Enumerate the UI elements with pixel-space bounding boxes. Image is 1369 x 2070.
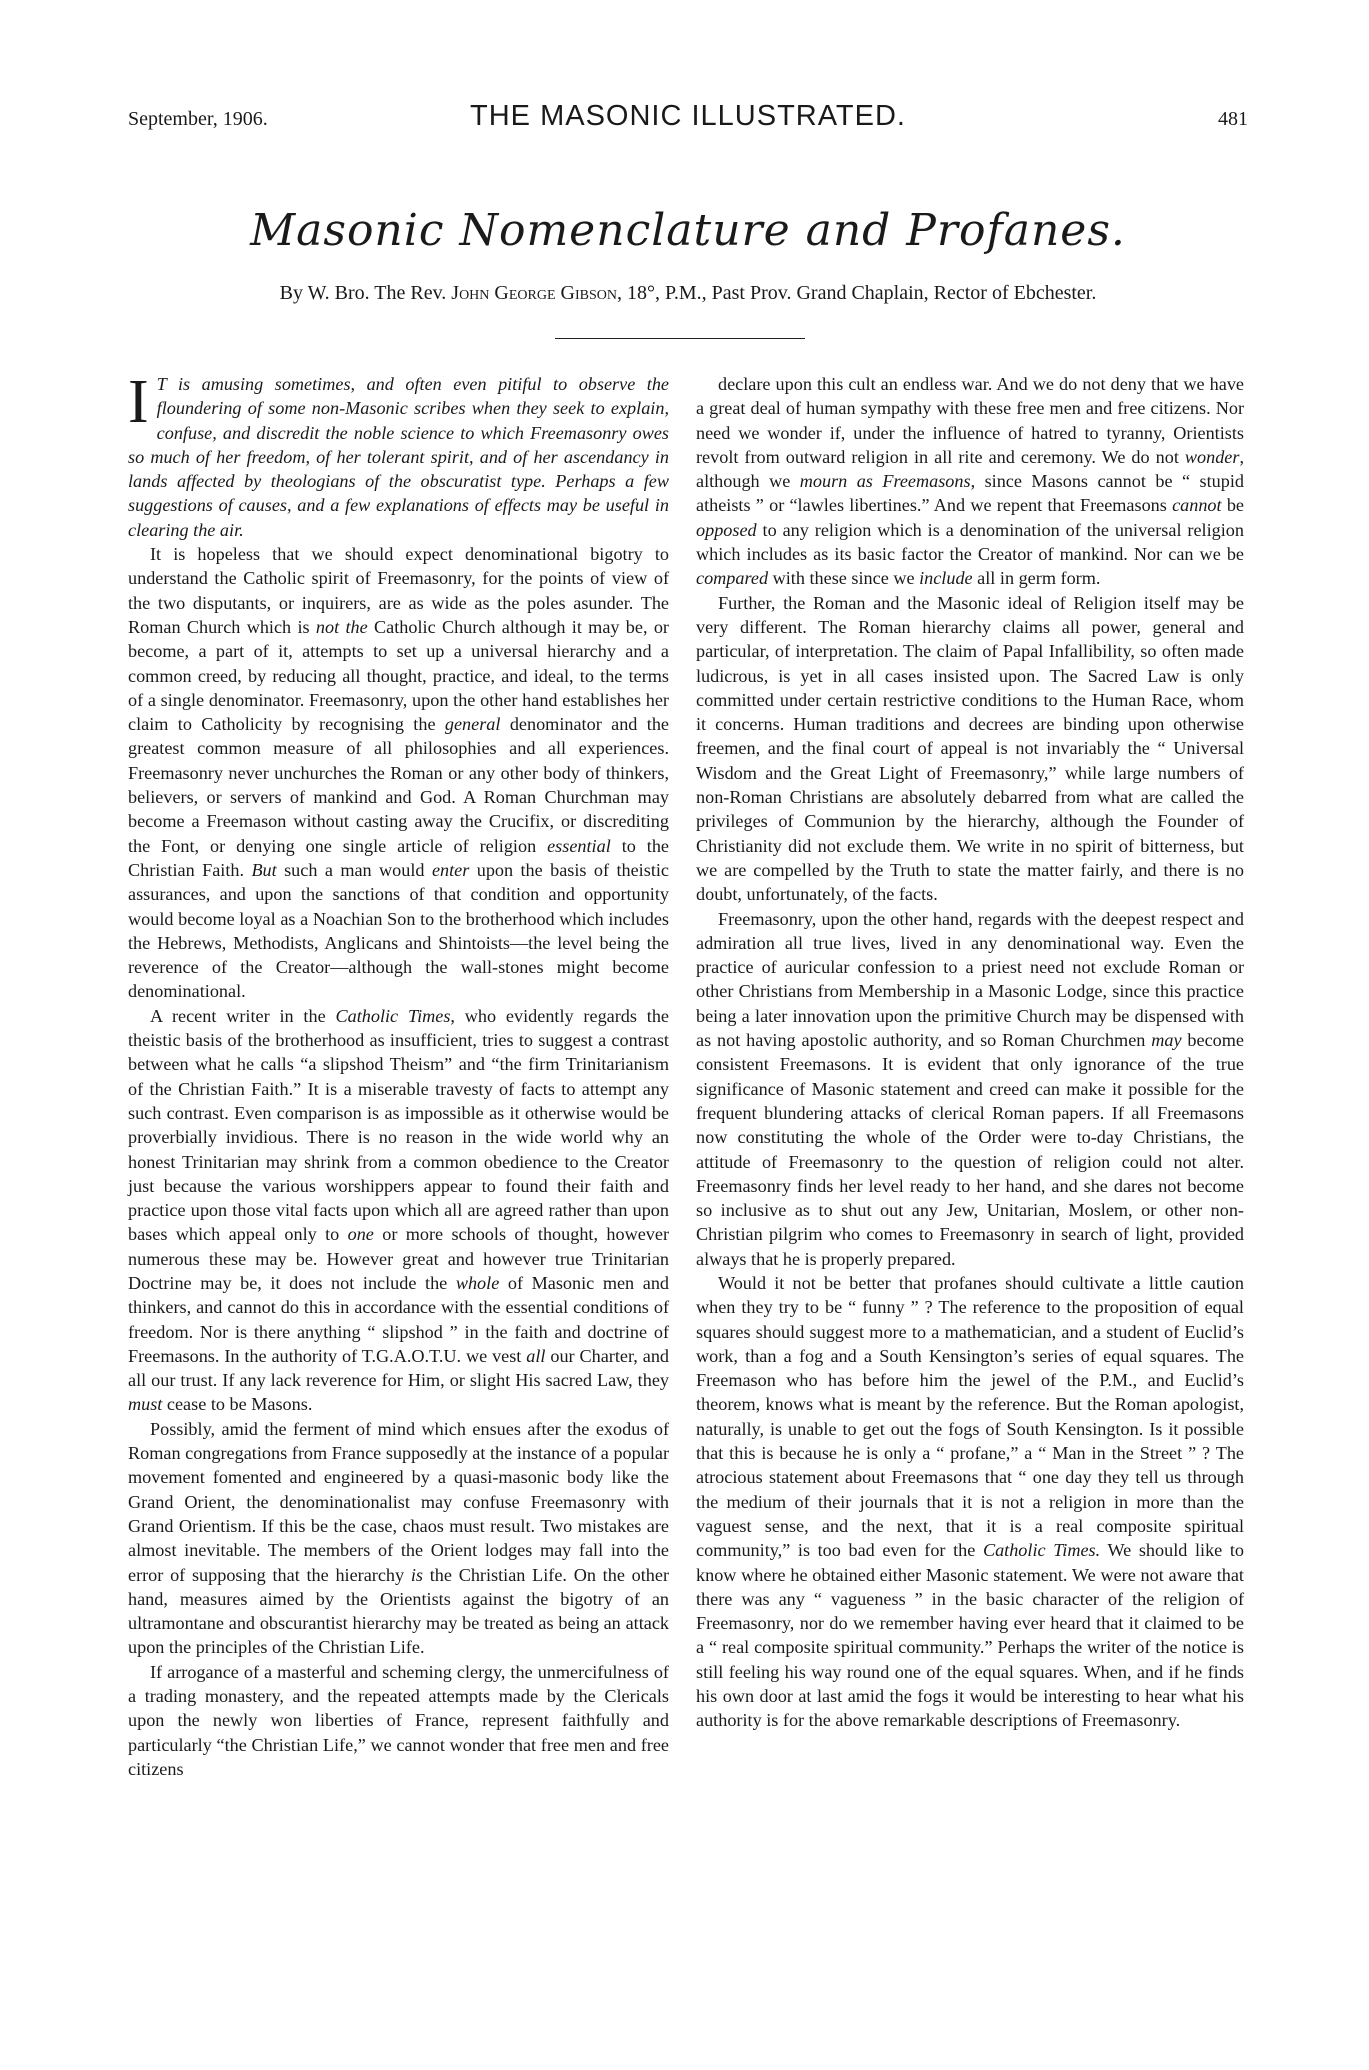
paragraph <box>128 1417 669 1660</box>
body-text: It is hopeless that we should expect denominational bigotry to understand the Catholic spirit of Freemasonry, for the points of view of the two disputants, or inquirers, are as wide as the poles asunder. The Roman Church which is <box>128 544 669 637</box>
author-name: John George Gibson <box>451 282 617 304</box>
body-text: to any religion which is a denomination of the universal religion which includes as its basic factor the Creator of mankind. Nor can we be <box>696 519 1244 565</box>
byline-prefix: By W. Bro. The Rev. <box>279 282 447 304</box>
right-column <box>696 372 1244 1733</box>
italic-text: not the <box>315 616 368 637</box>
body-text: Freemasonry, upon the other hand, regards with the deepest respect and admiration all true lives, lived in any denominational way. Even the practice of auricular confession to a priest need not exclude Roman or other Christians from Membership in a Masonic Lodge, since this practice being a later innovation upon the primitive Church may be dispensed with as not having apostolic authority, and so Roman Churchmen <box>696 908 1244 1051</box>
body-text: declare upon this cult an endless war. And we do not deny that we have a great deal of human sympathy with these free men and free citizens. Nor need we wonder if, under the influence of hatred to tyranny, Orientists revolt from outward religion in all rite and ceremony. We do not <box>696 374 1244 467</box>
body-text: of Masonic men and thinkers, and cannot do this in accordance with the essential conditions of freedom. Nor is there anything “ slipshod ” in the faith and doctrine of Freemasons. In the authority of T.G.A.O.T.U. we vest <box>128 1272 670 1366</box>
body-text: If arrogance of a masterful and scheming clergy, the unmercifulness of a trading monastery, and the repeated attempts made by the Clericals upon the newly won liberties of France, represent faithfully and particularly “the Christian Life,” we cannot wonder that free men and free citizens <box>128 1661 669 1779</box>
italic-text: Catholic Times <box>335 1005 451 1026</box>
paragraph <box>696 907 1244 1271</box>
italic-text: Catholic Times. <box>982 1540 1101 1561</box>
body-text: be <box>1221 495 1244 516</box>
body-text: Further, the Roman and the Masonic ideal of Religion itself may be very different. The Roman hierarchy claims all power, general and particular, of interpretation. The claim of Papal Infallibility, so often made ludicrous, is yet in all cases insisted upon. The Sacred Law is only committed under certain restrictive conditions to the Human Race, whom it concerns. Human traditions and decrees are binding upon otherwise freemen, and the final court of appeal is not invariably the “ Universal Wisdom and the Great Light of Freemasonry,” while large numbers of non-Roman Christians are absolutely debarred from what are called the privileges of Communion by the hierarchy, although the Founder of Christianity did not exclude them. We write in no spirit of bitterness, but we are compelled by the Truth to state the matter fairly, and there is no doubt, unfortunately, of the facts. <box>696 592 1244 905</box>
paragraph <box>696 372 1244 591</box>
body-text: the Christian Life. On the other hand, measures aimed by the Orientists against the bigotry of an ultramontane and obscurantist hierarchy may be treated as being an attack upon the principles of the Christian Life. <box>128 1564 669 1658</box>
italic-text: must <box>128 1394 163 1415</box>
body-text: our Charter, and all our trust. If any lack reverence for Him, or slight His sacred Law, they <box>128 1345 670 1391</box>
paragraph <box>128 368 669 542</box>
running-head <box>128 100 1248 140</box>
italic-text: enter <box>431 859 470 880</box>
page-number: 481 <box>1218 108 1248 130</box>
italic-text: essential <box>547 835 611 856</box>
paragraph <box>696 1271 1244 1733</box>
italic-text: whole <box>455 1272 500 1293</box>
paragraph <box>128 1660 669 1781</box>
left-column <box>128 368 670 1781</box>
italic-text: all <box>526 1345 546 1366</box>
paragraph <box>696 591 1244 907</box>
body-text: become consistent Freemasons. It is evident that only ignorance of the true significance of Masonic statement and creed can make it possible for the frequent blundering attacks of clerical Roman papers. If all Freemasons now constituting the whole of the Order were to-day Christians, the attitude of Freemasonry to the question of religion could not alter. Freemasonry finds her level ready to her hand, and she dares not become so inclusive as to shut out any Jew, Unitarian, Moslem, or other non-Christian pilgrim who comes to Freemasonry in search of light, provided always that he is properly prepared. <box>696 1030 1244 1269</box>
italic-text: compared <box>696 568 769 589</box>
body-text: to the Christian Faith. <box>128 835 669 880</box>
italic-text: T is amusing sometimes, and often even pitiful to observe the floundering of some non-Masonic scribes when they seek to explain, confuse, and discredit the noble science to which Freemasonry owes so much of her freedom, of her tolerant spirit, and of her ascendancy in lands affected by theologians of the obscuratist type. Perhaps a few suggestions of causes, and a few explanations of effects may be useful in clearing the air. <box>128 374 669 540</box>
body-text: upon the basis of theistic assurances, and upon the sanctions of that condition and opportunity would become loyal as a Noachian Son to the brotherhood which includes the Hebrews, Methodists, Anglicans and Shintoists—the level being the reverence of the Creator—although the wall-stones might become denominational. <box>128 859 669 1002</box>
body-text: We should like to know where he obtained either Masonic statement. We were not aware that there was any “ vagueness ” in the basic character of the religion of Freemasonry, nor do we remember having ever heard that it claimed to be a “ real composite spiritual community.” Perhaps the writer of the notice is still feeling his way round one of the equal squares. When, and if he finds his own door at last amid the fogs it would be interesting to hear what his authority is for the above remarkable descriptions of Freemasonry. <box>696 1540 1244 1731</box>
body-text: Would it not be better that profanes should cultivate a little caution when they try to be “ funny ” ? The reference to the proposition of equal squares should suggest more to a mathematician, and a student of Euclid’s work, than a fog and a South Kensington’s series of equal squares. The Freemason who has before him the jewel of the P.M., and Euclid’s theorem, knows what is meant by the reference. But the Roman apologist, naturally, is unable to get out the fogs of South Kensington. Is it possible that this is because he is only a “ profane,” a “ Man in the Street ” ? The atrocious statement about Freemasons that “ one day they tell us through the medium of their journals that it is not a religion in more than the vaguest sense, and the next, that it is a real composite spiritual community,” is too bad even for the <box>696 1272 1244 1561</box>
paragraph <box>128 542 669 1004</box>
publication-title: THE MASONIC ILLUSTRATED. <box>470 100 906 132</box>
italic-text: But <box>251 859 277 880</box>
article-title: Masonic Nomenclature and Profanes. <box>250 205 1126 256</box>
issue-date: September, 1906. <box>128 108 268 130</box>
body-text: , since Masons cannot be “ stupid atheists ” or “lawles libertines.” And we repent that Freemasons <box>696 471 1244 516</box>
body-text: cease to be Masons. <box>162 1394 313 1415</box>
body-text: , who evidently regards the theistic basis of the brotherhood as insufficient, tries to suggest a contrast between what he calls “a slipshod Theism” and “the firm Trinitarianism of the Christian Faith.” It is a miserable travesty of facts to attempt any such contrast. Even comparison is as impossible as it otherwise would be proverbially invidious. There is no reason in the wide world why an honest Trinitarian may shrink from a common obedience to the Creator just because the various worshippers appear to found their faith and practice upon those vital facts upon which all are agreed rather than upon bases which appeal only to <box>128 1005 670 1245</box>
title-rule <box>555 338 805 339</box>
italic-text: cannot <box>1172 495 1222 516</box>
italic-text: one <box>347 1224 374 1245</box>
italic-text: general <box>444 714 501 735</box>
italic-text: include <box>919 568 973 589</box>
body-text: Catholic Church although it may be, or become, a part of it, attempts to set up a universal hierarchy and a common creed, by reducing all thought, practice, and ideal, to the terms of a single denominator. Freemasonry, upon the other hand establishes her claim to Catholicity by recognising the <box>128 616 669 735</box>
paragraph <box>128 1004 669 1417</box>
byline-suffix: , 18°, P.M., Past Prov. Grand Chaplain, Rector of Ebchester. <box>616 282 1097 304</box>
body-text: with these since we <box>768 568 920 589</box>
italic-text: opposed <box>696 519 757 540</box>
italic-text: wonder <box>1184 446 1240 467</box>
drop-cap: I <box>128 368 149 436</box>
italic-text: is <box>410 1564 423 1585</box>
body-text: all in germ form. <box>972 568 1101 589</box>
body-text: or more schools of thought, however numerous these may be. However great and however true Trinitarian Doctrine may be, it does not include the <box>128 1224 669 1293</box>
byline <box>128 282 1248 305</box>
body-text: denominator and the greatest common measure of all philosophies and all experiences. Freemasonry never unchurches the Roman or any other body of thinkers, believers, or servers of mankind and God. A Roman Churchman may become a Freemason without casting away the Crucifix, or discrediting the Font, or denying one single article of religion <box>128 714 669 856</box>
body-text: Possibly, amid the ferment of mind which ensues after the exodus of Roman congregations from France supposedly at the instance of a popular movement fomented and engineered by a quasi-masonic body like the Grand Orient, the denominationalist may confuse Freemasonry with Grand Orientism. If this be the case, chaos must result. Two mistakes are almost inevitable. The members of the Orient lodges may fall into the error of supposing that the hierarchy <box>128 1418 669 1585</box>
body-text: , although we <box>696 446 1244 492</box>
italic-text: may <box>1151 1030 1182 1051</box>
body-text: such a man would <box>276 859 432 880</box>
body-text: A recent writer in the <box>150 1005 336 1026</box>
italic-text: mourn as Freemasons <box>799 471 971 492</box>
